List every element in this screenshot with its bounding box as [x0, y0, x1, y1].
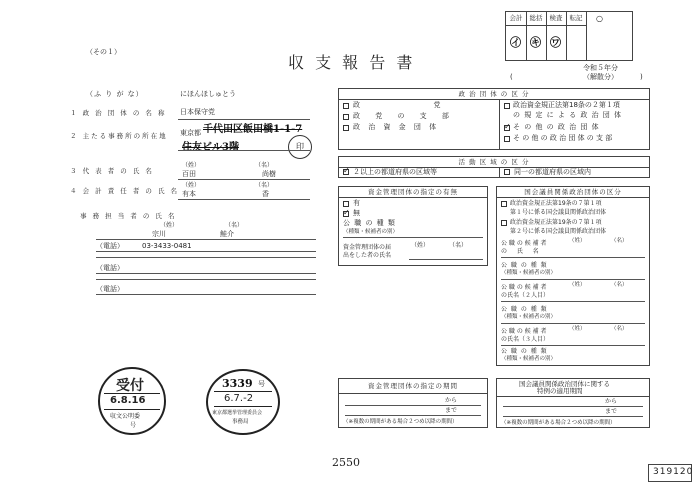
shikin-mei: （名） [449, 242, 468, 249]
kubun-label: 政 治 資 金 団 体 [353, 123, 440, 131]
kokkai-sei: （姓） [569, 326, 586, 332]
kokkai-opt: 政治資金規正法第19条の７第１項 [510, 200, 602, 207]
kubun-label: 政 党 の 支 部 [353, 112, 451, 120]
katsudo-option: 同一の都道府県の区域内 [514, 168, 591, 176]
kokkai-mei: （名） [611, 282, 628, 288]
approval-initial: ㋖ [530, 36, 541, 49]
acc-sei-label: （姓） [182, 182, 201, 189]
kokkai-cand1b: の 氏 名 [501, 248, 539, 255]
rep-mei-value: 尚樹 [262, 170, 276, 178]
kokkai-checkbox-2[interactable] [501, 220, 507, 226]
katsudo-checkbox-multi[interactable] [343, 169, 349, 175]
period-kara: から [445, 397, 458, 404]
approval-cell: 総括 [526, 12, 547, 25]
furigana-label: （ふ り が な） [86, 90, 144, 98]
kokkai-mei: （名） [611, 238, 628, 244]
kokkai-checkbox-1[interactable] [501, 201, 507, 207]
shikin-box [338, 186, 488, 266]
uketsuke-date: 6.8.16 [110, 395, 146, 406]
approval-initial: ㋑ [510, 36, 521, 49]
kubun-label: 政 党 [353, 101, 444, 109]
kubun-label: 政治資金規正法第18条の２第１項 [513, 101, 620, 109]
period-kokkai-box [496, 378, 650, 428]
period-shikin-box [338, 378, 488, 428]
kubun-checkbox-18-2[interactable] [504, 103, 510, 109]
phone-label: （電話） [96, 242, 124, 250]
clerk-sei-label: （姓） [160, 222, 179, 229]
rep-sei-value: 百田 [182, 170, 196, 178]
kokkai-opt: 第１号に係る国会議員関係政治団体 [510, 209, 607, 216]
shikin-yes: 有 [353, 199, 360, 207]
sono-label: （その１） [86, 48, 121, 56]
kubun-checkbox-seito[interactable] [343, 103, 349, 109]
approval-cell: 会計 [506, 12, 527, 25]
shikin-kohai-sub: （種類・候補者の別） [343, 229, 399, 235]
number-stamp-go: 号 [258, 380, 265, 388]
shikin-checkbox-no[interactable] [343, 211, 349, 217]
phone-label: （電話） [96, 264, 124, 272]
furigana-value: にほんほしゅとう [180, 90, 236, 98]
clerk-mei-value: 鮭介 [220, 230, 234, 238]
period-note: （※複数の期間がある場合２つめ以降の期間） [343, 419, 458, 425]
clerk-label: 事 務 担 当 者 の 氏 名 [80, 212, 177, 220]
number-stamp-num: 3339 [222, 377, 253, 390]
approval-mark: ○ [596, 14, 603, 23]
shikin-kohai: 公 職 の 種 類 [343, 219, 396, 227]
kokkai-cand2b: の氏名（２人目） [501, 292, 550, 299]
katsudo-header: 活 動 区 域 の 区 分 [339, 157, 649, 168]
katsudo-checkbox-single[interactable] [504, 169, 510, 175]
document-title: 収 支 報 告 書 [288, 53, 416, 72]
office-address-prefix: 東京都 [180, 129, 201, 137]
period-kara: から [605, 398, 618, 405]
kokkai-sei: （姓） [569, 282, 586, 288]
corner-code: 319120 [653, 467, 694, 477]
clerk-mei-label: （名） [225, 222, 244, 229]
shikin-todokede-2: 出をした者の氏名 [343, 252, 392, 259]
kokkai-cand3: 公 職 の 候 補 者 [501, 328, 547, 335]
katsudo-option: ２以上の都道府県の区域等 [353, 168, 437, 176]
kokkai-kind: 公 職 の 種 類 [501, 262, 548, 269]
group-kubun-header: 政 治 団 体 の 区 分 [339, 89, 649, 100]
shikin-no: 無 [353, 209, 360, 217]
acc-mei-value: 香 [262, 190, 269, 198]
kokkai-kind: 公 職 の 種 類 [501, 306, 548, 313]
approval-grid [505, 11, 633, 61]
org-name-label: １ 政 治 団 体 の 名 称 [70, 109, 167, 117]
katsudo-box [338, 156, 650, 178]
kubun-checkbox-sonota-shibu[interactable] [504, 136, 510, 142]
kubun-checkbox-sonota[interactable] [504, 125, 510, 131]
number-stamp-date: 6.7.-2 [224, 393, 254, 404]
uketsuke-title: 受付 [116, 378, 144, 394]
kokkai-opt: 第２号に係る国会議員関係政治団体 [510, 228, 607, 235]
approval-cell: 転記 [566, 12, 587, 25]
approval-initial: ㋻ [550, 36, 561, 49]
representative-label: ３ 代 表 者 の 氏 名 [70, 167, 154, 175]
acc-mei-label: （名） [255, 182, 274, 189]
period-kokkai-header2: 特例の適用期間 [537, 387, 583, 395]
kubun-checkbox-shibu[interactable] [343, 114, 349, 120]
kokkai-kind-sub: （種類・候補者の別） [501, 270, 557, 276]
rep-sei-label: （姓） [182, 162, 201, 169]
report-year: 令和５年分 [583, 64, 618, 72]
shikin-header: 資金管理団体の指定の有無 [339, 187, 487, 198]
uketsuke-go: 号 [130, 422, 137, 429]
shikin-checkbox-yes[interactable] [343, 201, 349, 207]
page-number: 2550 [332, 456, 360, 469]
uketsuke-stamp [98, 367, 166, 435]
approval-cell: 検査 [546, 12, 567, 25]
shikin-sei: （姓） [411, 242, 430, 249]
kokkai-cand2: 公 職 の 候 補 者 [501, 284, 547, 291]
number-stamp-org: 東京都選挙管理委員会 [212, 410, 263, 416]
bracket-left: ( [510, 73, 513, 81]
period-made: まで [605, 408, 618, 415]
office-address-label: ２ 主たる事務所の所在地 [70, 132, 168, 140]
kokkai-cand3b: の氏名（３人目） [501, 336, 550, 343]
period-shikin-header: 資金管理団体の指定の期間 [339, 379, 487, 394]
shikin-todokede-1: 資金管理団体の届 [343, 244, 392, 251]
kokkai-header: 国会議員関係政治団体の区分 [497, 187, 649, 198]
kokkai-kind: 公 職 の 種 類 [501, 348, 548, 355]
kubun-label: そ の 他 の 政 治 団 体 の 支 部 [513, 134, 613, 142]
bracket-right: ) [640, 73, 643, 81]
kokkai-cand1: 公 職 の 候 補 者 [501, 240, 547, 247]
group-kubun-box [338, 88, 650, 150]
period-kokkai-header: 国会議員関係政治団体に関する [519, 380, 610, 388]
office-address-line1: 千代田区飯田橋1-1-7 [203, 124, 303, 135]
clerk-sei-value: 宗川 [152, 230, 166, 238]
uketsuke-bottom: 収文公明委 [110, 413, 141, 420]
office-address-line2: 住友ビル3階 [182, 142, 239, 153]
phone-label: （電話） [96, 285, 124, 293]
rep-mei-label: （名） [255, 162, 274, 169]
corner-code-box [648, 464, 692, 482]
number-stamp [206, 369, 280, 435]
period-made: まで [445, 407, 458, 414]
kubun-checkbox-shikin[interactable] [343, 125, 349, 131]
kokkai-mei: （名） [611, 326, 628, 332]
acc-sei-value: 有本 [182, 190, 196, 198]
kaisan-label: （解散分） [583, 73, 618, 81]
org-name-value: 日本保守党 [180, 108, 215, 116]
kubun-label: そ の 他 の 政 治 団 体 [513, 123, 600, 131]
number-stamp-org2: 事務局 [232, 419, 249, 425]
kubun-label: の 規 定 に よ る 政 治 団 体 [513, 111, 623, 119]
correction-seal: 印 [288, 135, 312, 159]
phone-value: 03-3433-0481 [142, 242, 192, 250]
kokkai-box [496, 186, 650, 366]
period-note: （※複数の期間がある場合２つめ以降の期間） [501, 420, 616, 426]
accountant-label: ４ 会 計 責 任 者 の 氏 名 [70, 187, 180, 195]
kokkai-kind-sub: （種類・候補者の別） [501, 314, 557, 320]
kokkai-opt: 政治資金規正法第19条の７第１項 [510, 219, 602, 226]
kokkai-kind-sub: （種類・候補者の別） [501, 356, 557, 362]
kokkai-sei: （姓） [569, 238, 586, 244]
